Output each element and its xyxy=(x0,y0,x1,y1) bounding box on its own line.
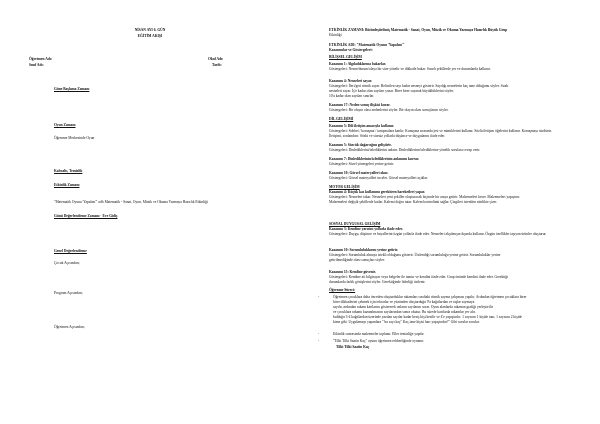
plan-subtitle: EĞİTİM AKIŞI xyxy=(137,34,163,38)
language-outcome-7-ind: Göstergeleri: Sözel yönergeleri yerine getirir. xyxy=(329,162,395,166)
social-outcome-15: Kazanım 15: Kendine güvenir. xyxy=(329,270,376,274)
process-game: "Tilki Tilki Saatin Kaç" oyunu öğretmen rehberliğinde oynanır. xyxy=(333,339,425,343)
process-line-3: saydır, ardından rakam kartlarını göstererek onların sayılarını sorar. Oyun alanlarda rakamın grafiği yerleştirilir xyxy=(333,305,493,309)
motor-outcome-4-ind: Göstergeleri: Nesneleri takar. Nesneleri yeni şekiller oluşturacak biçimde bir araya getirir. Malzemeleri keser. Malzemeleri yapıştırır. xyxy=(329,195,521,199)
child-perspective-label: Çocuk Açısından; xyxy=(54,261,80,265)
outcome-4: Kazanım 4: Nesneleri sayar. xyxy=(329,79,372,83)
language-outcome-5: Kazanım 5: Dili iletişim amacıyla kullanır. xyxy=(329,124,394,128)
language-outcome-5-ind: Göstergeleri: Sohbet / konuşma / tartışmalara katılır. Konuşma sırasında jest ve mimiklerini kullanır. Sözlü iletişim öğelerini kullanır. Konuşmayı sürdürür. xyxy=(329,129,552,133)
motor-heading: MOTOR GELİŞİM xyxy=(329,185,360,189)
process-line-5: bulduğu 3-4 kağıtlardan üzerinde yazılan sayılar kadar kesiş kişi kesilir ve 4'e yapıştırılır. 1 sayısını 1 kişide tanı, 1 sayısını 2 kişide xyxy=(333,315,522,319)
bullet-2: - xyxy=(318,332,320,336)
social-outcome-15-ind-2: durumlarda farklı görüşlerini söyler. Gerektiğinde liderliği üstlenir. xyxy=(329,280,426,284)
language-outcome-5-ind-2: İletişimi, sonlandırır. Sözlü ve sözsüz yollarla düşünce ve duygularını ifade eder. xyxy=(329,134,446,138)
class-name-label: Sınıf Adı: xyxy=(29,63,44,67)
plan-title: NİSAN AYI 6. GÜN xyxy=(134,28,166,32)
game-name: Tilki Tilki Saatin Kaç xyxy=(336,345,370,349)
social-outcome-3-ind: Göstergeleri: Duygu, düşünce ve hayallerini özgün yollarla ifade eder. Nesneleri alışılmışın dışında kullanır. Özgün özellikler taşıyan ürünler oluşturur. xyxy=(329,232,547,236)
outcome-17: Kazanım 17: Neden-sonuç ilişkisi kurar. xyxy=(329,103,391,107)
section-heading-general: Genel Değerlendirme xyxy=(54,249,87,253)
motor-outcome-4: Kazanım 4: Küçük kas kullanımı gerektiren hareketleri yapar. xyxy=(329,190,425,194)
bullet-3: - xyxy=(318,339,320,343)
social-outcome-15-ind: Göstergeleri: Kendine ait bilgisayar veya belgeler ile tanıtır ve kendini ifade eder. Grup önünde kendini ifade eder. Gerektiği xyxy=(329,275,509,279)
process-line-6: kime gibi. Uygulamayı yapanlara " bu sayı kaç" Kaç tane kişisi harı yapıştırdın?" Gibi sorular sorulur. xyxy=(333,320,480,324)
bullet-1: - xyxy=(318,295,320,299)
language-outcome-vocab: Kazanım 5: Sözcük dağarcığını geliştirir. xyxy=(329,143,392,147)
program-perspective-label: Program Açısından; xyxy=(54,291,83,295)
school-name-label: Okul Adı: xyxy=(208,57,224,61)
language-outcome-7: Kazanım 7: Dinlediklerinin/izlediklerinin anlamını kavrar. xyxy=(329,157,420,161)
teacher-perspective-label: Öğretmen Açısından; xyxy=(54,325,85,329)
activity-time: ETKİNLİK ZAMANI: Bütünleştirilmiş Matematik - Sanat, Oyun, Müzik ve Okuma Yazmaya Hazırlık Büyük Grup xyxy=(329,28,508,32)
outcome-17-indicators: Göstergeleri: Bir olayın olası nedenlerini söyler. Bir olayın olası sonuçlarını söyler. xyxy=(329,108,449,112)
activity-name: ETKİNLİK ADI: "Matematik Oyunu 'Yapalım'" xyxy=(329,43,405,47)
outcome-4-indicators-2: nesneleri sayar. İş'e kadar olan sayıları yazar. Birer birer sayarak büyüklüklerini söyler. xyxy=(329,89,454,93)
section-heading-start: Güne Başlama Zamanı xyxy=(54,87,90,91)
activity-text: "Matematik Oyunu 'Yapalım'" adlı Matematik - Sanat, Oyun, Müzik ve Okuma Yazmaya Hazırlık Etkinliği xyxy=(54,200,208,204)
date-label: Tarih: xyxy=(212,63,222,67)
motor-outcome-4-ind-2: Malzemeleri değişik şekillerde katlar. Kalemi doğru tutar. Kalem kontrolünü sağlar. Çizgileri istenilen nitelikte çizer. xyxy=(329,200,498,204)
teacher-name-label: Öğretmen Adı: xyxy=(29,57,52,61)
section-heading-play: Oyun Zamanı xyxy=(54,123,76,127)
outcome-1: Kazanım 1: Algıladıklarına bakarlar. xyxy=(329,62,386,66)
social-outcome-10-ind-2: getirilmediğinde olası sonuçları söyler. xyxy=(329,258,385,262)
learning-process-heading: Öğrenme Süreci: xyxy=(329,288,356,292)
process-line-4: ve çocuklara rakamı kazanılmasını sayılarından sonra okutur. Bu sürede kartlarda rakamlar yer alır. xyxy=(333,310,476,314)
language-outcome-vocab-ind: Göstergeleri: Dinlediklerini/izlediklerini anlatır. Dinlediklerine/izlediklerine yönelik sorulara cevap verir. xyxy=(329,148,481,152)
cognitive-heading: BİLİŞSEL GELİŞİM xyxy=(329,55,362,59)
language-heading: DİL GELİŞİMİ xyxy=(329,117,354,121)
social-heading: SOSYAL DUYGUSAL GELİŞİM xyxy=(329,222,381,226)
outcome-4-indicators-3: 10'a kadar olan sayıları sınırlar. xyxy=(329,94,375,98)
social-outcome-10: Kazanım 10: Sorumluluklarını yerine getirir. xyxy=(329,248,399,252)
outcome-1-indicators: Göstergeleri: Nesne/durum/olaya bir süre yönelir ve dikkatle bakar. Sınırlı şekillerde yer ve durumlarda kalkınır. xyxy=(329,67,491,71)
outcome-4-indicators: Göstergeleri: İleri/geri ritmik sayar. Belirtilen sayı kadar nesneyi gösterir. Saydığı nesnelerin kaç tane olduğunu söyler. Sıralı xyxy=(329,84,509,88)
social-outcome-10-ind: Göstergeleri: Sorumluluk almaya istekli olduğunu gösterir. Üstlendiği sorumluluğu yerine getirir. Sorumluluklar yerine xyxy=(329,253,501,257)
language-outcome-10-ind: Göstergeleri: Görsel materyalleri inceler. Görsel materyalleri açıklar. xyxy=(329,176,428,180)
process-cleanup: Etkinlik sonrasında malzemeler toplanır. Eller temizliğe yapılır. xyxy=(333,332,425,336)
play-text: Öğrenme Merkezinde Oyun xyxy=(54,136,95,140)
section-heading-activity: Etkinlik Zamanı xyxy=(54,183,80,187)
social-outcome-3: Kazanım 3: Kendine yaratıcı yollarla ifade eder. xyxy=(329,227,403,231)
language-outcome-10: Kazanım 10: Görsel materyalleri okur. xyxy=(329,171,389,175)
activity-time-cont: Etkinliği xyxy=(329,33,342,37)
section-heading-breakfast: Kahvaltı, Temizlik xyxy=(54,169,83,173)
outcomes-heading: Kazanımlar ve Göstergeleri: xyxy=(329,48,373,52)
process-line-2: birer dikkatlerini çekmek için tekrarlar ve yüzünden oluşturduğu 9'a kağıtlardan ve taşlar saymaya xyxy=(333,300,475,304)
section-heading-evaluation: Günü Değerlendirme Zamanı - Eve Gidiş xyxy=(54,214,118,218)
process-line-1: Öğretmen çocuklara daha önceden oluşturduklar rakamları sınıftaki ritmik sayma çalışması yapılır. Ardından öğretmen çocuklara birer xyxy=(333,295,527,299)
